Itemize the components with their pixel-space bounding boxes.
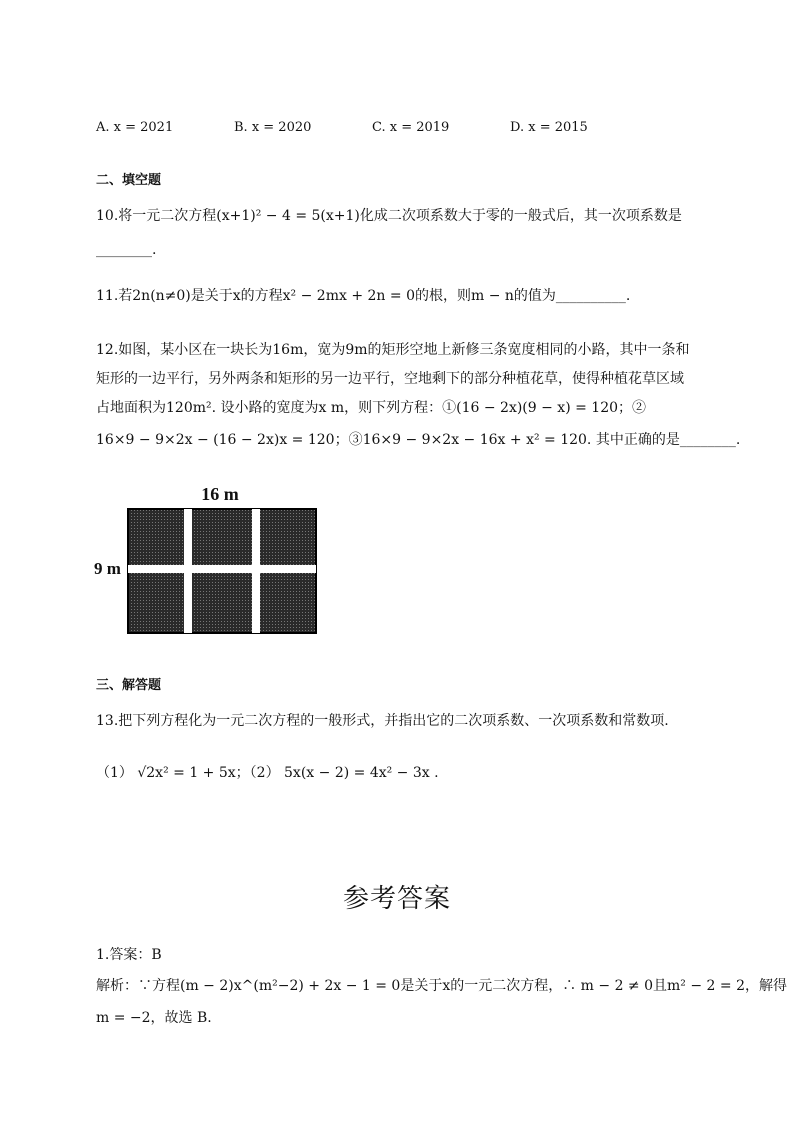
option-a: A. x = 2021 <box>96 120 174 135</box>
answer-1-explanation-line-2: m = −2，故选 B. <box>96 1010 212 1026</box>
question-12-line-4: 16×9 − 9×2x − (16 − 2x)x = 120；③16×9 − 9×2x − 16x + x² = 120. 其中正确的是________. <box>96 432 741 448</box>
option-b: B. x = 2020 <box>234 120 312 135</box>
question-12-line-3: 占地面积为120m². 设小路的宽度为x m，则下列方程：①(16 − 2x)(9 − x) = 120；② <box>96 400 647 416</box>
horizontal-path <box>128 565 316 573</box>
figure-height-label: 9 m <box>94 559 121 578</box>
answer-1-explanation-line-1: 解析：∵方程(m − 2)x^(m²−2) + 2x − 1 = 0是关于x的一元二次方程，∴ m − 2 ≠ 0且m² − 2 = 2，解得 <box>96 978 787 994</box>
figure-width-label: 16 m <box>201 484 239 504</box>
question-12-line-2: 矩形的一边平行，另外两条和矩形的另一边平行，空地剩下的部分种植花草，使得种植花草区域 <box>96 371 684 387</box>
question-12-line-1: 12.如图，某小区在一块长为16m，宽为9m的矩形空地上新修三条宽度相同的小路，其中一条和 <box>96 342 690 358</box>
question-10-line-1: 10.将一元二次方程(x+1)² − 4 = 5(x+1)化成二次项系数大于零的一般式后，其一次项系数是 <box>96 208 682 224</box>
question-13-line-1: 13.把下列方程化为一元二次方程的一般形式，并指出它的二次项系数、一次项系数和常数项. <box>96 713 669 729</box>
question-11: 11.若2n(n≠0)是关于x的方程x² − 2mx + 2n = 0的根，则m − n的值为__________. <box>96 288 631 304</box>
section-fill-blank-heading: 二、填空题 <box>96 173 162 188</box>
garden-figure <box>92 480 332 645</box>
option-c: C. x = 2019 <box>372 120 450 135</box>
answers-title: 参考答案 <box>342 884 451 914</box>
option-d: D. x = 2015 <box>510 120 588 135</box>
question-13-line-2: （1） √2x² = 1 + 5x；（2） 5x(x − 2) = 4x² − 3x . <box>96 765 439 781</box>
answer-1: 1.答案：B <box>96 947 162 963</box>
section-solve-heading: 三、解答题 <box>96 678 162 693</box>
question-10-line-2: ________. <box>96 242 157 258</box>
